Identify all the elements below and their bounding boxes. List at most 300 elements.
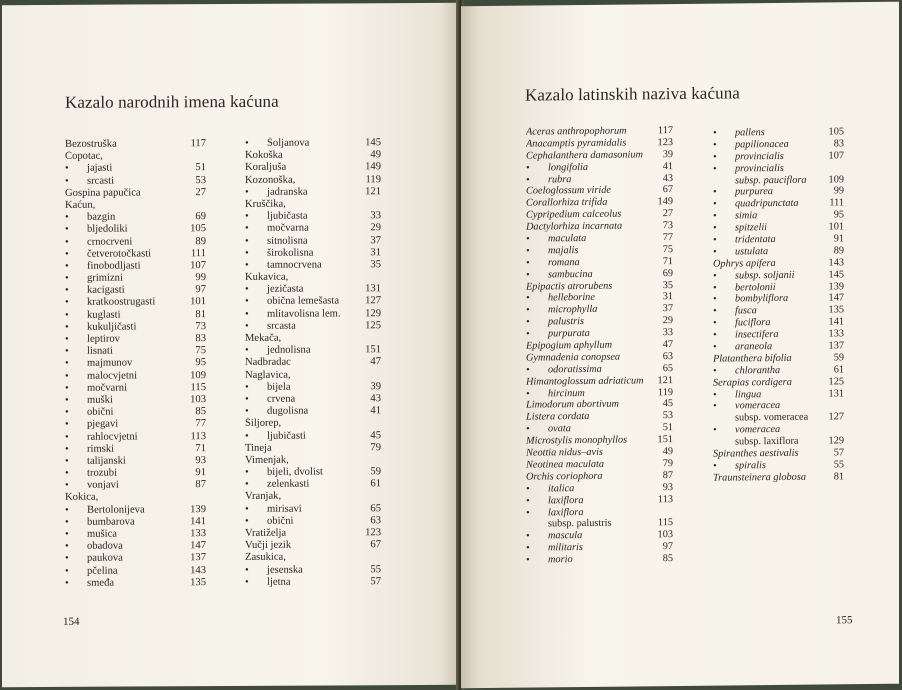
index-entry-page: 71 (195, 442, 206, 454)
index-entry (245, 454, 381, 467)
index-entry-page: 35 (662, 279, 673, 291)
index-entry-page: 99 (195, 272, 206, 284)
index-entry-text: ljubičasti (267, 430, 306, 442)
bullet-icon: • (65, 285, 69, 297)
index-entry-text: Orchis coriophora (526, 470, 603, 483)
index-entry-term (65, 224, 190, 237)
index-entry-text: srcasti (87, 175, 115, 187)
index-entry-text: bljedoliki (87, 223, 128, 236)
index-entry-page: 121 (365, 185, 381, 198)
index-entry-text: hircinum (548, 387, 585, 399)
index-entry-text: mascula (548, 530, 583, 542)
index-entry-page: 77 (195, 418, 206, 430)
index-entry-term (65, 187, 195, 200)
index-entry (65, 236, 206, 249)
index-entry-page: 95 (195, 357, 206, 369)
bullet-icon: • (65, 175, 69, 187)
index-entry-text: grimizni (87, 272, 123, 284)
index-entry (245, 539, 381, 552)
index-entry (65, 284, 206, 297)
index-entry-text: odoratissima (548, 363, 602, 376)
index-entry-text: majalis (548, 244, 579, 257)
index-entry-page: 55 (833, 459, 844, 471)
index-entry-term (65, 345, 195, 358)
bullet-icon: • (65, 431, 69, 443)
index-entry-page: 109 (190, 369, 206, 381)
index-entry-text: subsp. soljanii (735, 269, 795, 282)
index-entry-text: insectifera (735, 329, 779, 341)
index-entry-term (65, 479, 195, 492)
index-entry-text: Epipactis atrorubens (526, 280, 613, 293)
index-entry-page: 129 (828, 435, 844, 447)
index-entry (245, 137, 381, 150)
index-entry (65, 272, 206, 285)
index-entry (65, 504, 206, 517)
index-entry-page: 29 (662, 315, 673, 327)
index-entry-term (245, 247, 370, 260)
index-entry (245, 430, 381, 443)
bullet-icon: • (245, 406, 249, 418)
index-entry-term (65, 236, 195, 249)
index-entry (65, 455, 206, 468)
index-entry-text: Platanthera bifolia (713, 352, 792, 365)
index-entry-text: Kukavica, (245, 271, 289, 283)
index-entry-page: 137 (828, 340, 844, 352)
index-entry-page: 69 (662, 267, 673, 279)
index-entry-text: crvena (267, 393, 296, 405)
index-entry-text: spiralis (735, 460, 766, 472)
index-entry (245, 320, 381, 333)
index-entry (65, 297, 206, 310)
index-entry-term (65, 175, 195, 188)
index-entry-page: 105 (828, 126, 844, 138)
bullet-icon: • (713, 305, 717, 318)
index-entry (65, 223, 206, 236)
index-entry-text: Epipogium aphyllum (526, 339, 613, 352)
index-entry-term (65, 431, 191, 444)
index-entry-text: bumbarova (87, 516, 135, 528)
index-entry-text: chlorantha (735, 364, 781, 377)
index-entry-text: Zasukica, (245, 552, 286, 564)
index-entry-text: Limodorum abortivum (526, 399, 619, 412)
index-entry-term (526, 553, 663, 566)
index-entry-term (65, 138, 191, 151)
bullet-icon: • (713, 341, 717, 353)
index-entry-page: 107 (190, 260, 206, 272)
index-entry (65, 553, 206, 566)
index-entry-text: dugolisna (267, 405, 309, 417)
index-entry-page: 49 (370, 149, 381, 161)
bullet-icon: • (713, 198, 717, 210)
index-entry-term (245, 539, 370, 552)
index-entry-page: 127 (828, 411, 844, 423)
index-entry-page: 113 (657, 493, 673, 505)
index-entry-term (65, 358, 195, 371)
index-entry-page: 81 (195, 308, 206, 320)
index-entry (245, 259, 381, 272)
index-entry-text: crnocrveni (87, 236, 133, 248)
left-column-1 (65, 138, 206, 590)
index-entry (245, 235, 381, 248)
index-entry-term (65, 516, 190, 529)
index-entry-term (245, 137, 365, 150)
index-entry-text: jednolisna (267, 344, 311, 356)
index-entry (65, 516, 206, 529)
bullet-icon: • (65, 553, 69, 565)
index-entry (65, 382, 206, 395)
index-entry-text: romana (548, 256, 580, 269)
index-entry-page: 119 (365, 173, 381, 185)
bullet-icon: • (65, 516, 69, 528)
index-entry (245, 552, 381, 565)
index-entry-page: 113 (190, 430, 206, 442)
index-entry-page: 149 (657, 196, 673, 208)
index-entry (245, 247, 381, 260)
index-entry (245, 381, 381, 394)
bullet-icon: • (713, 246, 717, 258)
bullet-icon: • (245, 284, 249, 296)
index-entry (245, 271, 381, 284)
index-entry-text: zelenkasti (267, 478, 310, 491)
bullet-icon: • (65, 394, 69, 406)
index-entry-page: 75 (195, 345, 206, 357)
index-entry-term (245, 454, 381, 467)
index-entry-page: 115 (190, 381, 206, 393)
index-entry-text: Ophrys apifera (713, 257, 776, 270)
index-entry-text: mirisavi (267, 503, 302, 515)
index-entry-term (245, 515, 370, 528)
bullet-icon: • (713, 270, 717, 282)
bullet-icon: • (713, 282, 717, 294)
index-entry-text: Vučji jezik (245, 539, 292, 552)
index-entry-page: 111 (190, 247, 206, 259)
index-entry-page: 85 (195, 406, 206, 418)
bullet-icon: • (65, 528, 69, 540)
index-entry-text: morio (548, 554, 573, 566)
index-entry-term (65, 553, 190, 566)
index-entry-page: 33 (370, 210, 381, 222)
index-entry-text: Cephalanthera damasonium (526, 149, 643, 162)
index-entry-page: 131 (365, 283, 381, 295)
index-entry-text: Nadbradac (245, 357, 291, 369)
index-entry-term (245, 442, 370, 455)
index-entry-page: 39 (370, 380, 381, 393)
index-entry-text: rimski (87, 443, 115, 455)
index-entry-page: 125 (828, 375, 844, 388)
index-entry-text: vonjavi (87, 479, 119, 491)
right-page-number: 155 (836, 614, 853, 627)
bullet-icon: • (245, 430, 249, 442)
index-entry-text: vomeracea (735, 400, 781, 412)
bullet-icon: • (65, 260, 69, 272)
index-entry (245, 198, 381, 211)
index-entry-page: 143 (828, 257, 844, 269)
index-entry-text: kukuljičasti (87, 321, 137, 333)
index-entry (65, 565, 206, 578)
bullet-icon: • (65, 541, 69, 553)
bullet-icon: • (65, 419, 69, 431)
index-entry-page: 65 (370, 502, 381, 514)
index-entry-page: 59 (370, 466, 381, 478)
bullet-icon: • (245, 466, 249, 478)
bullet-icon: • (65, 333, 69, 345)
index-entry-page: 123 (365, 527, 381, 539)
index-entry-page: 31 (370, 246, 381, 258)
bullet-icon: • (526, 304, 530, 316)
bullet-icon: • (245, 137, 249, 149)
index-entry-term (245, 320, 365, 333)
bullet-icon: • (65, 504, 69, 516)
index-entry-text: močvarni (87, 382, 128, 394)
bullet-icon: • (65, 236, 69, 248)
index-entry-term (245, 162, 365, 175)
index-entry-term (245, 405, 370, 418)
index-entry-text: Bertolonijeva (87, 504, 145, 516)
index-entry (65, 467, 206, 480)
bullet-icon: • (65, 455, 69, 467)
bullet-icon: • (713, 329, 717, 341)
index-entry-text: jezičasta (267, 283, 304, 296)
index-entry-page: 41 (370, 405, 381, 417)
bullet-icon: • (65, 443, 69, 455)
index-entry-page: 39 (662, 148, 673, 160)
index-entry (65, 163, 206, 176)
index-entry-page: 105 (190, 223, 206, 235)
index-entry (65, 309, 206, 322)
index-entry-text: mušica (87, 528, 118, 540)
index-entry-page: 117 (190, 138, 206, 150)
bullet-icon: • (245, 259, 249, 271)
index-entry-term (65, 577, 190, 590)
index-entry (65, 175, 206, 188)
index-entry-text: subsp. vomeracea (735, 412, 809, 424)
index-entry (245, 491, 381, 504)
index-entry-page: 93 (662, 481, 673, 493)
index-entry-text: vomeracea (735, 424, 781, 436)
index-entry-text: srcasta (267, 320, 296, 332)
index-entry-term (65, 504, 190, 517)
bullet-icon: • (65, 565, 69, 577)
index-entry-page: 119 (657, 386, 673, 398)
index-entry-page: 151 (657, 434, 673, 446)
index-entry-page: 147 (828, 292, 844, 304)
index-entry-term (65, 382, 191, 395)
index-entry-text: talijanski (87, 455, 126, 467)
bullet-icon: • (245, 564, 249, 576)
bullet-icon: • (713, 127, 717, 139)
index-entry-term (245, 186, 365, 199)
index-entry-page: 65 (662, 362, 673, 374)
index-entry-text: provincialis (735, 162, 784, 175)
index-entry (245, 466, 381, 479)
index-entry-page: 47 (662, 339, 673, 351)
index-entry-text: mlitavolisna lem. (267, 308, 341, 320)
index-entry (65, 199, 206, 212)
bullet-icon: • (245, 503, 249, 515)
index-entry-text: ljetna (267, 576, 291, 588)
index-entry-page: 33 (662, 327, 673, 339)
index-entry-page: 89 (195, 235, 206, 247)
index-entry-term (65, 248, 191, 261)
index-entry (65, 358, 206, 371)
index-entry-term (245, 564, 370, 577)
index-entry-text: majmunov (87, 357, 133, 370)
index-entry-text: tamnocrvena (267, 259, 322, 271)
index-entry-text: lisnati (87, 345, 113, 357)
index-entry-text: subsp. palustris (548, 518, 612, 530)
index-entry-term (65, 260, 190, 273)
index-entry-term (245, 210, 370, 223)
index-entry-text: Corallorhiza trifida (526, 197, 608, 209)
index-entry (65, 211, 206, 224)
index-entry-page: 59 (833, 352, 844, 364)
index-entry-text: tridentata (735, 234, 776, 246)
bullet-icon: • (713, 424, 717, 436)
index-entry-text: obadova (87, 540, 123, 552)
index-entry-term (245, 259, 370, 272)
index-entry-term (65, 333, 195, 346)
index-entry-text: Tineja (245, 442, 272, 454)
index-entry (65, 187, 206, 200)
index-entry-page: 67 (370, 539, 381, 551)
bullet-icon: • (65, 370, 69, 382)
index-entry (245, 210, 381, 223)
bullet-icon: • (526, 293, 530, 305)
index-entry (65, 345, 206, 358)
index-entry-term (65, 150, 206, 163)
index-entry-text: longifolia (548, 161, 589, 174)
index-entry-term (245, 503, 370, 516)
index-entry (65, 321, 206, 334)
index-entry-page: 81 (833, 471, 844, 483)
index-entry-text: purpurea (735, 186, 773, 198)
index-entry-page: 79 (662, 458, 673, 470)
index-entry (245, 296, 381, 309)
index-entry-page: 79 (370, 441, 381, 453)
index-entry-term (65, 163, 195, 176)
index-entry-text: Gospina papučica (65, 187, 141, 199)
left-page (2, 3, 458, 687)
index-entry-page: 67 (662, 184, 673, 196)
index-entry-page: 135 (828, 304, 844, 316)
index-entry-page: 41 (662, 160, 673, 172)
index-entry-text: Kozonoška, (245, 174, 296, 186)
bullet-icon: • (713, 234, 717, 246)
index-entry-page: 85 (662, 553, 673, 565)
index-entry-page: 127 (365, 295, 381, 307)
bullet-icon: • (713, 187, 717, 199)
index-entry-text: laxiflora (548, 506, 584, 518)
index-entry-text: Himantoglossum adriaticum (526, 375, 644, 388)
index-entry-text: Šiljorep, (245, 418, 282, 430)
index-entry-text: Serapias cordigera (713, 376, 792, 389)
index-entry-page: 35 (370, 259, 381, 271)
index-entry-term (245, 332, 381, 345)
index-entry-page: 83 (195, 333, 206, 345)
bullet-icon: • (245, 320, 249, 332)
index-entry-page: 75 (662, 243, 673, 256)
index-entry-page: 95 (833, 209, 844, 221)
index-entry-term (245, 430, 370, 443)
index-entry-text: Kokoška (245, 149, 283, 162)
index-entry-text: Anacamptis pyramidalis (526, 137, 627, 150)
index-entry (65, 333, 206, 346)
index-entry-term (245, 576, 370, 589)
index-entry-term (65, 284, 195, 297)
bullet-icon: • (65, 346, 69, 358)
index-entry-text: Vratiželja (245, 527, 287, 539)
right-column-2 (713, 126, 844, 484)
index-entry-text: močvarna (267, 222, 309, 235)
index-entry-page: 57 (833, 447, 844, 459)
bullet-icon: • (526, 257, 530, 269)
bullet-icon: • (65, 321, 69, 333)
bullet-icon: • (65, 480, 69, 492)
index-entry (245, 405, 381, 418)
index-entry (65, 370, 206, 383)
index-entry-term (65, 370, 190, 383)
index-entry-text: kacigasti (87, 284, 125, 296)
left-column-2 (245, 137, 381, 589)
bullet-icon: • (526, 495, 530, 507)
index-entry-page: 51 (195, 162, 206, 174)
index-entry-page: 135 (190, 576, 206, 588)
bullet-icon: • (65, 358, 69, 370)
index-entry (65, 260, 206, 273)
bullet-icon: • (526, 530, 530, 542)
index-entry-term (65, 272, 195, 285)
index-entry-page: 63 (662, 350, 673, 363)
bullet-icon: • (65, 309, 69, 321)
right-page (461, 2, 899, 689)
index-entry-page: 57 (370, 575, 381, 588)
bullet-icon: • (65, 382, 69, 394)
bullet-icon: • (65, 467, 69, 479)
index-entry-text: italica (548, 482, 575, 495)
index-entry-term (245, 369, 381, 382)
index-entry-term (245, 296, 365, 309)
index-entry-text: obični (87, 406, 114, 418)
index-entry-term (245, 393, 370, 406)
index-entry (245, 527, 381, 540)
index-entry-text: militaris (548, 542, 583, 554)
bullet-icon: • (526, 542, 530, 554)
index-entry-page: 63 (370, 515, 381, 527)
bullet-icon: • (245, 186, 249, 198)
index-entry-term (65, 309, 195, 322)
index-entry-text: Kaćun, (65, 199, 96, 211)
index-entry-text: fuciflora (735, 317, 771, 329)
index-entry-term (65, 467, 195, 480)
index-entry-term (65, 297, 190, 310)
index-entry-text: Kokica, (65, 492, 99, 504)
index-entry (65, 528, 206, 541)
index-entry-page: 31 (662, 291, 673, 303)
index-entry-term (245, 527, 365, 540)
index-entry-page: 47 (370, 356, 381, 368)
index-entry-text: kratkoostrugasti (87, 296, 156, 309)
index-entry-text: fusca (735, 305, 757, 317)
index-entry-page: 87 (195, 479, 206, 491)
index-entry-text: četverotočkasti (87, 248, 152, 260)
index-entry-text: rubra (548, 173, 572, 185)
bullet-icon: • (245, 308, 249, 320)
index-entry-term (65, 528, 190, 541)
bullet-icon: • (526, 233, 530, 245)
index-entry-text: bijela (267, 381, 291, 393)
index-entry-text: pallens (735, 127, 765, 139)
bullet-icon: • (526, 162, 530, 174)
